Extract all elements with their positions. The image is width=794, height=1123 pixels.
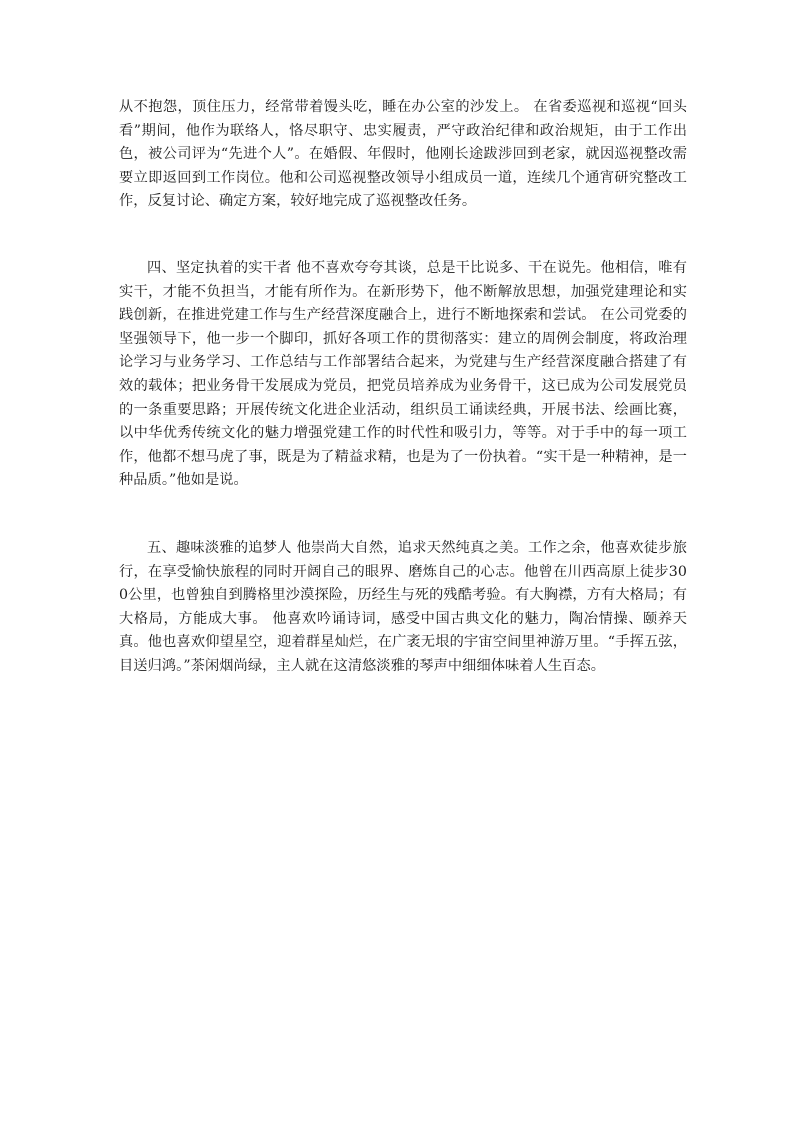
paragraph-section-five: 五、趣味淡雅的追梦人 他崇尚大自然，追求天然纯真之美。工作之余，他喜欢徒步旅行，在享受愉快旅程的同时开阔自己的眼界、磨炼自己的心志。他曾在川西高原上徒步300公里，也曾独自到腾格里沙漠探险，历经生与死的残酷考验。有大胸襟，方有大格局；有大格局，方能成大事。 他喜欢吟诵诗词，感受中国古典文化的魅力，陶冶情操、颐养天真。他也喜欢仰望星空，迎着群星灿烂，在广袤无垠的宇宙空间里神游万里。“手挥五弦，目送归鸿。”茶闲烟尚绿，主人就在这清悠淡雅的琴声中细细体味着人生百态。 xyxy=(119,539,687,674)
document-page xyxy=(119,96,687,678)
paragraph-section-four: 四、坚定执着的实干者 他不喜欢夸夸其谈，总是干比说多、干在说先。他相信，唯有实干，才能不负担当，才能有所作为。在新形势下，他不断解放思想，加强党建理论和实践创新，在推进党建工作与生产经营深度融合上，进行不断地探索和尝试。 在公司党委的坚强领导下，他一步一个脚印，抓好各项工作的贯彻落实：建立的周例会制度，将政治理论学习与业务学习、工作总结与工作部署结合起来，为党建与生产经营深度融合搭建了有效的载体；把业务骨干发展成为党员，把党员培养成为业务骨干，这已成为公司发展党员的一条重要思路；开展传统文化进企业活动，组织员工诵读经典，开展书法、绘画比赛，以中华优秀传统文化的魅力增强党建工作的时代性和吸引力，等等。对于手中的每一项工作，他都不想马虎了事，既是为了精益求精，也是为了一份执着。“实干是一种精神，是一种品质。”他如是说。 xyxy=(119,259,687,489)
paragraph-continuation: 从不抱怨，顶住压力，经常带着馒头吃，睡在办公室的沙发上。 在省委巡视和巡视“回头看”期间，他作为联络人，恪尽职守、忠实履责，严守政治纪律和政治规矩，由于工作出色，被公司评为“先进个人”。在婚假、年假时，他刚长途跋涉回到老家，就因巡视整改需要立即返回到工作岗位。他和公司巡视整改领导小组成员一道，连续几个通宵研究整改工作，反复讨论、确定方案，较好地完成了巡视整改任务。 xyxy=(119,99,687,210)
